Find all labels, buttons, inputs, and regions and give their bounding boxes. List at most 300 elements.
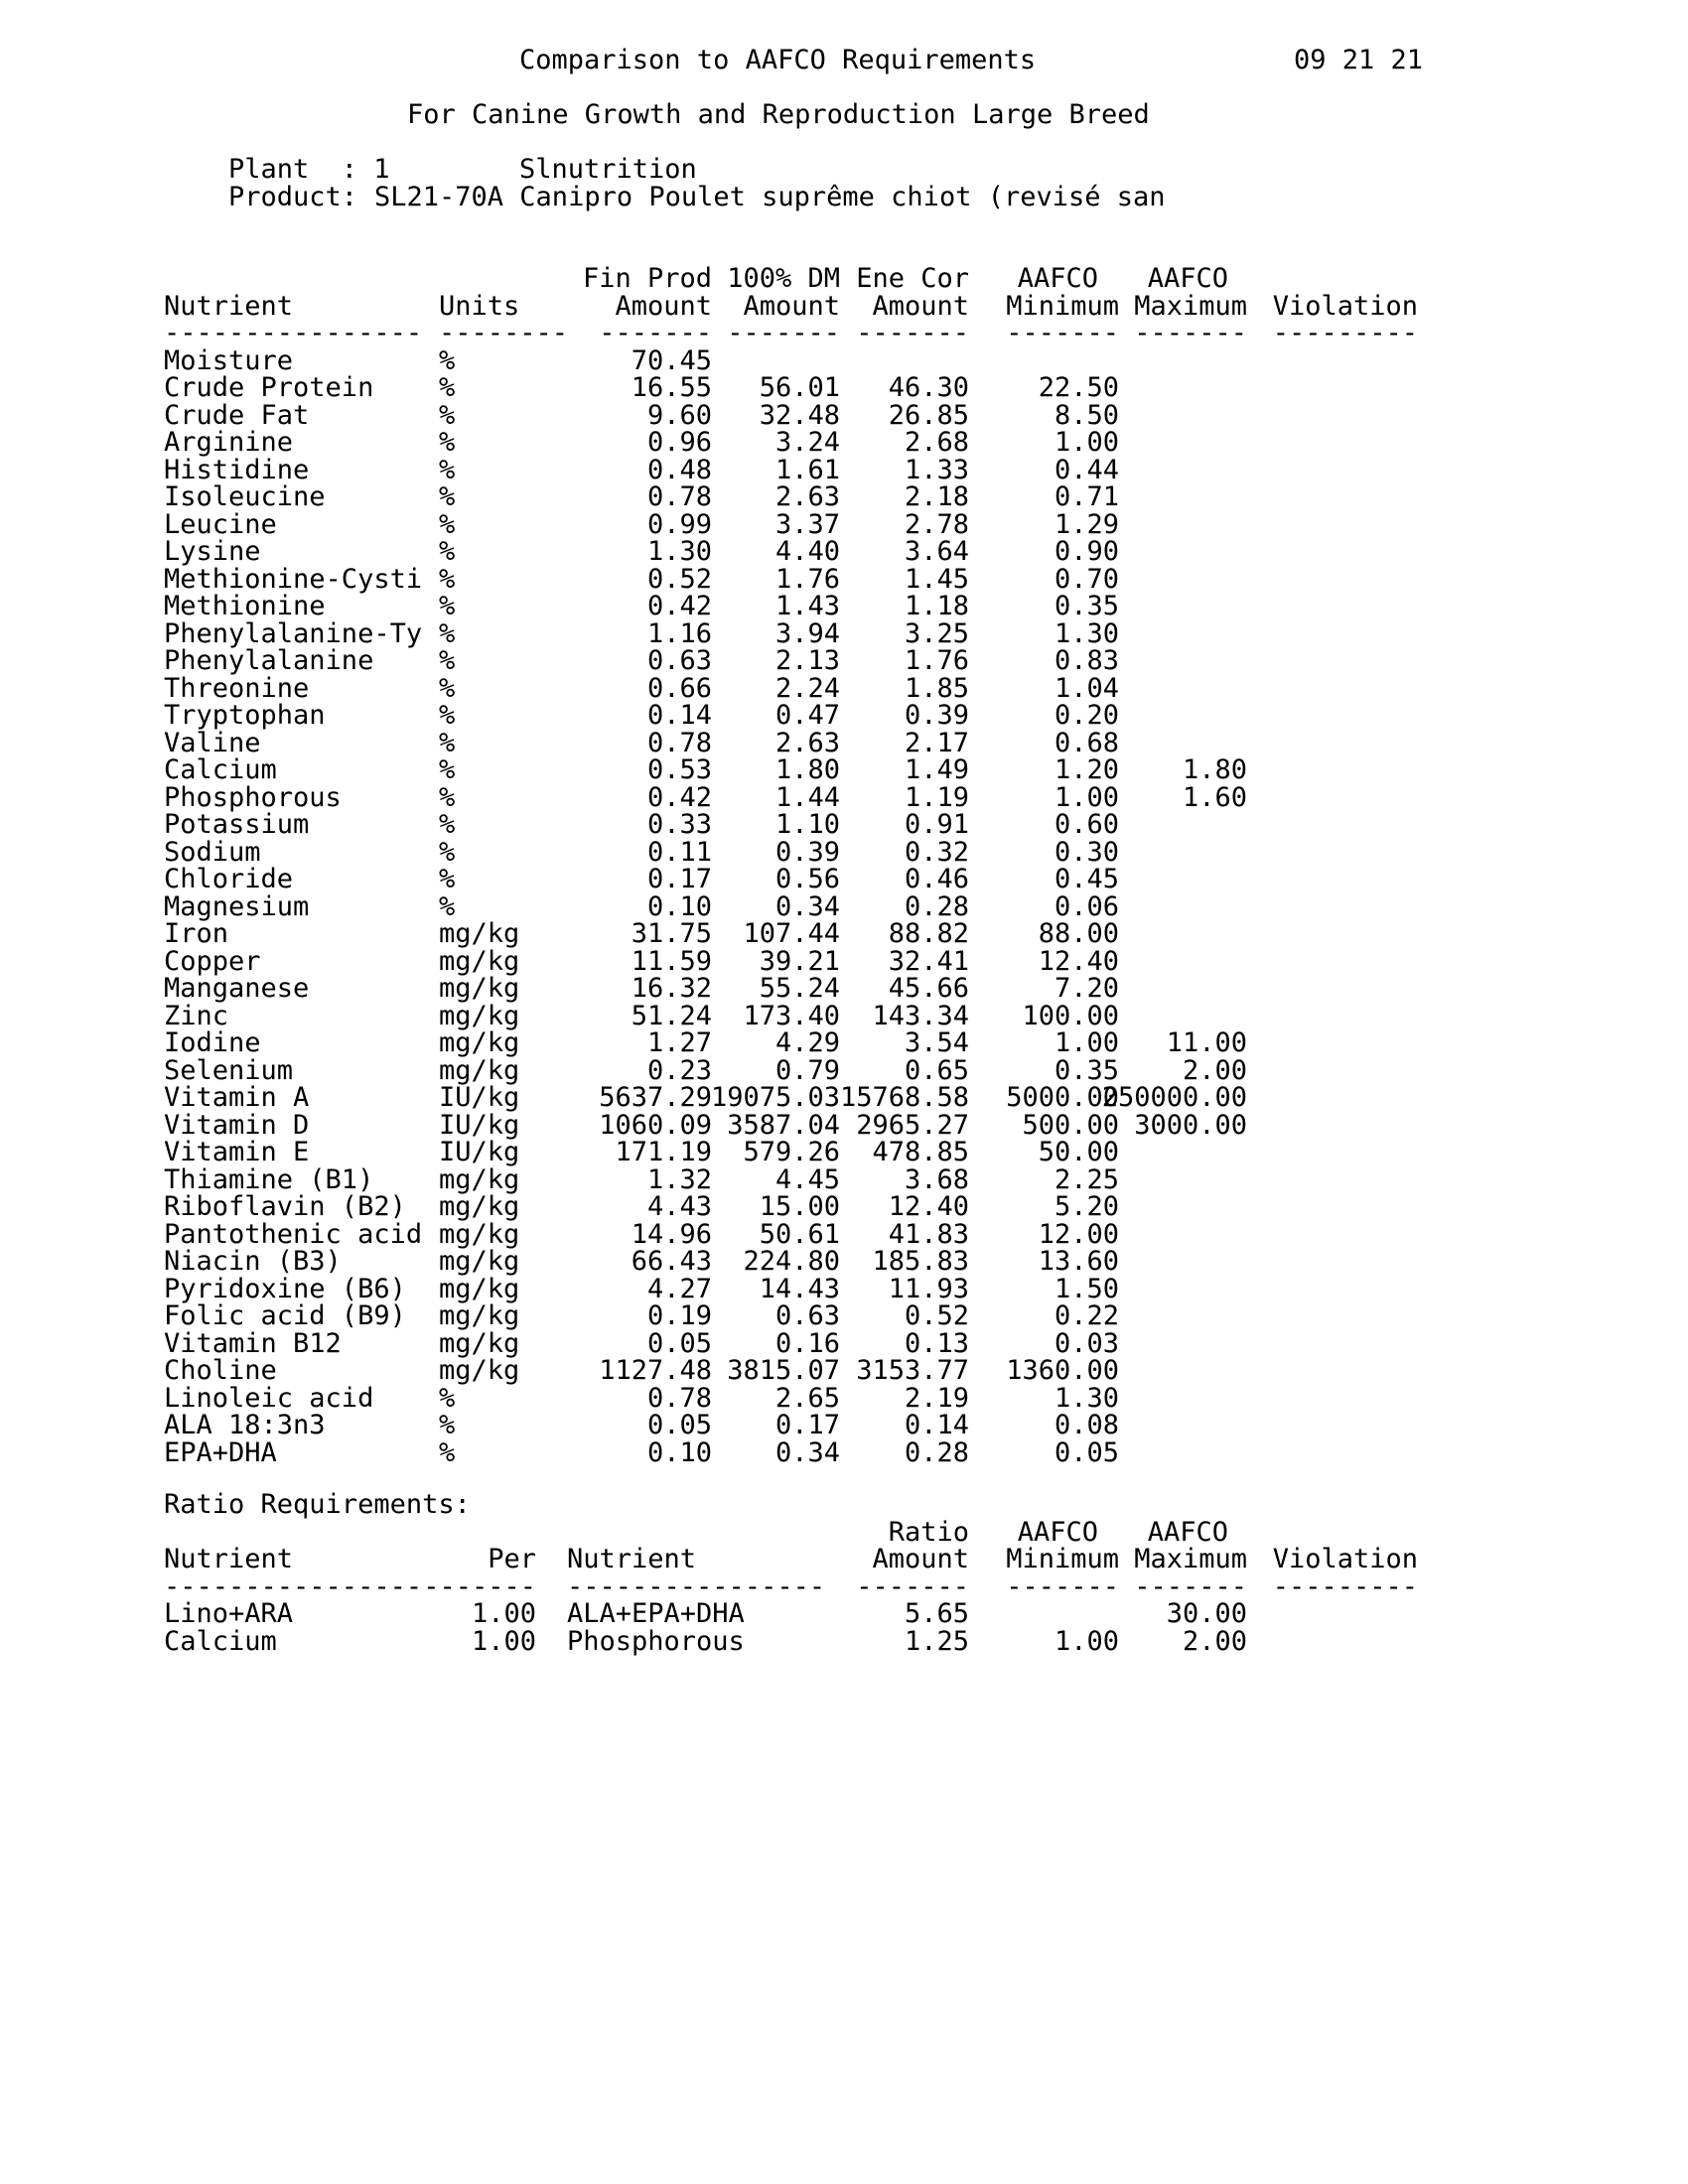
cell-dm: 0.34 [774,1436,840,1468]
cell-dm: 32.48 [759,399,840,431]
cell-dm: 3.24 [774,427,840,458]
cell-units: % [439,508,456,540]
table-row [0,429,1688,457]
cell-fin-prod: 0.11 [646,836,712,868]
cell-ene-cor: 2.18 [904,481,969,512]
ratio-dash-per: ------- [423,1570,536,1602]
cell-aafco-min: 13.60 [1038,1246,1119,1277]
cell-nutrient: Sodium [164,836,261,868]
table-row [0,672,1688,704]
cell-fin-prod: 1060.09 [599,1109,712,1141]
ratio-cell-per: 1.00 [471,1598,536,1629]
cell-units: mg/kg [439,1054,520,1086]
cell-ene-cor: 1.33 [904,454,969,485]
cell-units: % [439,1382,456,1414]
cell-nutrient: ALA 18:3n3 [164,1410,326,1440]
nutrient-table-dashes [0,320,1688,347]
cell-aafco-min: 88.00 [1038,918,1119,949]
cell-nutrient: Threonine [164,672,310,704]
table-row [0,1109,1688,1141]
ratio-col-violation-header: Violation [1272,1544,1418,1574]
report-subtitle-line [0,101,1688,129]
cell-fin-prod: 0.78 [646,1382,712,1414]
dash-dm: ------- [727,318,840,348]
cell-dm: 55.24 [759,973,840,1004]
cell-dm: 56.01 [759,372,840,403]
col-violation-header: Violation [1272,290,1418,322]
ratio-col-ratio-header: Ratio [888,1516,969,1548]
cell-aafco-min: 0.83 [1054,645,1119,676]
cell-ene-cor: 2965.27 [856,1109,969,1141]
table-row [0,454,1688,485]
cell-ene-cor: 1.45 [904,563,969,595]
cell-aafco-min: 5.20 [1054,1191,1119,1222]
cell-aafco-min: 0.03 [1054,1327,1119,1359]
cell-nutrient: Pantothenic acid [164,1218,423,1250]
cell-nutrient: Iron [164,918,229,949]
cell-aafco-min: 7.20 [1054,973,1119,1004]
ratio-col-nutrient2-header: Nutrient [567,1544,697,1574]
cell-ene-cor: 45.66 [888,973,969,1004]
cell-aafco-min: 0.90 [1054,536,1119,567]
cell-units: IU/kg [439,1137,520,1167]
cell-aafco-max: 250000.00 [1101,1082,1247,1113]
cell-ene-cor: 0.52 [904,1300,969,1331]
cell-aafco-min: 1360.00 [1006,1355,1119,1386]
cell-fin-prod: 31.75 [631,918,712,949]
cell-units: % [439,617,456,649]
plant-line [0,156,1688,184]
col-fin-prod-amount-header: Amount [615,290,712,322]
cell-ene-cor: 3.25 [904,617,969,649]
cell-aafco-min: 1.30 [1054,1382,1119,1414]
report-title: Comparison to AAFCO Requirements [519,45,1037,75]
cell-fin-prod: 5637.29 [599,1082,712,1113]
cell-ene-cor: 478.85 [872,1137,969,1167]
col-nutrient-header: Nutrient [164,290,294,322]
cell-units: mg/kg [439,1218,520,1250]
cell-dm: 15.00 [759,1191,840,1222]
cell-units: IU/kg [439,1082,520,1113]
cell-fin-prod: 0.66 [646,672,712,704]
cell-dm: 224.80 [743,1246,840,1277]
table-row [0,1248,1688,1276]
table-row [0,1382,1688,1414]
cell-nutrient: Methionine-Cysti [164,563,423,595]
cell-ene-cor: 2.78 [904,508,969,540]
table-row [0,593,1688,620]
cell-dm: 4.29 [774,1027,840,1058]
cell-fin-prod: 16.55 [631,372,712,403]
table-row [0,890,1688,922]
cell-aafco-min: 2.25 [1054,1163,1119,1195]
cell-units: % [439,836,456,868]
cell-units: % [439,372,456,403]
cell-ene-cor: 3.64 [904,536,969,567]
col-ene-cor-amount-header: Amount [872,290,969,322]
table-row [0,374,1688,402]
cell-units: % [439,754,456,785]
cell-aafco-min: 0.71 [1054,481,1119,512]
col-dm-header: 100% DM [727,263,840,294]
ratio-col-maximum-header: Maximum [1134,1544,1247,1574]
cell-ene-cor: 1.49 [904,754,969,785]
cell-fin-prod: 0.78 [646,481,712,512]
ratio-dash-nutrient: ---------------- [164,1570,423,1602]
cell-ene-cor: 3153.77 [856,1355,969,1386]
cell-aafco-min: 0.68 [1054,727,1119,758]
cell-units: % [439,727,456,758]
cell-fin-prod: 0.23 [646,1054,712,1086]
cell-units: % [439,1410,456,1440]
table-row [0,1218,1688,1250]
table-row [0,617,1688,649]
table-row [0,781,1688,813]
cell-aafco-min: 0.30 [1054,836,1119,868]
cell-dm: 14.43 [759,1273,840,1304]
col-dm-amount-header: Amount [743,290,840,322]
cell-fin-prod: 0.14 [646,700,712,731]
cell-dm: 2.63 [774,481,840,512]
table-row [0,538,1688,566]
cell-ene-cor: 2.17 [904,727,969,758]
cell-units: % [439,563,456,595]
table-row [0,1273,1688,1304]
cell-fin-prod: 0.05 [646,1410,712,1440]
product-value: SL21-70A Canipro Poulet suprême chiot (revisé san [374,181,1166,212]
cell-ene-cor: 0.14 [904,1410,969,1440]
cell-aafco-min: 1.20 [1054,754,1119,785]
table-row [0,727,1688,758]
ratio-dash-max: ------- [1134,1570,1247,1602]
cell-dm: 0.63 [774,1300,840,1331]
cell-ene-cor: 1.76 [904,645,969,676]
cell-nutrient: Valine [164,727,261,758]
cell-ene-cor: 0.28 [904,1436,969,1468]
cell-units: % [439,700,456,731]
ratio-title: Ratio Requirements: [164,1489,471,1520]
cell-dm: 0.56 [774,864,840,894]
cell-aafco-max: 1.80 [1182,754,1247,785]
col-units-header: Units [439,290,520,322]
ratio-dash-min: ------- [1006,1570,1119,1602]
cell-aafco-min: 0.08 [1054,1410,1119,1440]
cell-fin-prod: 0.96 [646,427,712,458]
col-minimum-header: Minimum [1006,290,1119,322]
cell-nutrient: Chloride [164,864,294,894]
cell-aafco-min: 50.00 [1038,1137,1119,1167]
cell-nutrient: Vitamin E [164,1137,310,1167]
ratio-col-nutrient-header: Nutrient [164,1544,294,1574]
table-row [0,836,1688,868]
cell-aafco-min: 1.50 [1054,1273,1119,1304]
cell-ene-cor: 0.91 [904,809,969,840]
cell-aafco-min: 500.00 [1022,1109,1119,1141]
ratio-cell-nutrient2: ALA+EPA+DHA [567,1598,745,1629]
cell-fin-prod: 4.27 [646,1273,712,1304]
cell-aafco-min: 0.35 [1054,591,1119,621]
cell-ene-cor: 3.54 [904,1027,969,1058]
cell-fin-prod: 1.27 [646,1027,712,1058]
ratio-cell-nutrient: Lino+ARA [164,1598,294,1629]
report-title-line [0,47,1688,74]
cell-units: mg/kg [439,1355,520,1386]
cell-nutrient: Pyridoxine (B6) [164,1273,406,1304]
cell-nutrient: Crude Protein [164,372,374,403]
cell-ene-cor: 88.82 [888,918,969,949]
cell-nutrient: Riboflavin (B2) [164,1191,406,1222]
cell-aafco-min: 5000.00 [1006,1082,1119,1113]
cell-ene-cor: 143.34 [872,1000,969,1031]
cell-ene-cor: 15768.58 [839,1082,969,1113]
ratio-cell-nutrient2: Phosphorous [567,1625,745,1657]
cell-nutrient: Phenylalanine [164,645,374,676]
cell-units: mg/kg [439,945,520,977]
cell-nutrient: Niacin (B3) [164,1246,342,1277]
cell-aafco-min: 12.40 [1038,945,1119,977]
col-aafco-min-header: AAFCO [1017,263,1098,294]
cell-aafco-max: 2.00 [1182,1054,1247,1086]
cell-dm: 3.94 [774,617,840,649]
cell-dm: 39.21 [759,945,840,977]
ratio-dash-nutrient2: ---------------- [567,1570,826,1602]
cell-units: mg/kg [439,1027,520,1058]
plant-name: Slnutrition [519,154,697,185]
dash-fin-prod: ------- [599,318,712,348]
cell-fin-prod: 0.05 [646,1327,712,1359]
cell-nutrient: EPA+DHA [164,1436,277,1468]
cell-units: % [439,781,456,813]
ratio-title-line [0,1491,1688,1519]
cell-ene-cor: 46.30 [888,372,969,403]
cell-aafco-min: 22.50 [1038,372,1119,403]
cell-units: % [439,809,456,840]
ratio-row [0,1625,1688,1657]
cell-nutrient: Lysine [164,536,261,567]
ratio-table-header-bottom [0,1546,1688,1573]
cell-aafco-min: 0.35 [1054,1054,1119,1086]
cell-aafco-min: 8.50 [1054,399,1119,431]
cell-units: % [439,427,456,458]
cell-nutrient: Potassium [164,809,310,840]
ratio-row [0,1600,1688,1628]
cell-fin-prod: 51.24 [631,1000,712,1031]
cell-ene-cor: 0.39 [904,700,969,731]
dash-ene-cor: ------- [856,318,969,348]
cell-fin-prod: 0.42 [646,591,712,621]
ratio-table-header-top [0,1516,1688,1548]
cell-fin-prod: 0.53 [646,754,712,785]
cell-dm: 173.40 [743,1000,840,1031]
cell-nutrient: Thiamine (B1) [164,1163,374,1195]
cell-dm: 1.61 [774,454,840,485]
cell-dm: 107.44 [743,918,840,949]
nutrient-table-header-top [0,265,1688,293]
cell-aafco-min: 0.70 [1054,563,1119,595]
cell-ene-cor: 0.28 [904,890,969,922]
ratio-cell-nutrient: Calcium [164,1625,277,1657]
table-row [0,508,1688,540]
cell-units: % [439,399,456,431]
ratio-dash-amount: ------- [856,1570,969,1602]
cell-fin-prod: 0.10 [646,1436,712,1468]
cell-fin-prod: 4.43 [646,1191,712,1222]
col-fin-prod-header: Fin Prod [582,263,712,294]
report-date: 09 21 21 [1294,45,1424,75]
cell-dm: 3.37 [774,508,840,540]
table-row [0,399,1688,431]
cell-dm: 19075.03 [710,1082,840,1113]
plant-label: Plant : 1 [228,154,390,185]
cell-nutrient: Choline [164,1355,277,1386]
table-row [0,1163,1688,1195]
cell-nutrient: Methionine [164,591,326,621]
cell-ene-cor: 1.18 [904,591,969,621]
cell-units: mg/kg [439,1246,520,1277]
cell-ene-cor: 26.85 [888,399,969,431]
cell-dm: 3587.04 [727,1109,840,1141]
table-row [0,1084,1688,1112]
cell-fin-prod: 0.42 [646,781,712,813]
table-row [0,866,1688,893]
ratio-table-dashes [0,1570,1688,1602]
cell-fin-prod: 9.60 [646,399,712,431]
cell-aafco-min: 100.00 [1022,1000,1119,1031]
cell-units: mg/kg [439,918,520,949]
cell-fin-prod: 70.45 [631,344,712,376]
cell-aafco-min: 1.29 [1054,508,1119,540]
table-row [0,563,1688,595]
dash-aafco-max: ------- [1134,318,1247,348]
cell-dm: 2.63 [774,727,840,758]
cell-units: % [439,864,456,894]
cell-units: % [439,645,456,676]
cell-nutrient: Leucine [164,508,277,540]
cell-units: mg/kg [439,1191,520,1222]
cell-nutrient: Phenylalanine-Ty [164,617,423,649]
col-maximum-header: Maximum [1134,290,1247,322]
cell-ene-cor: 2.19 [904,1382,969,1414]
cell-nutrient: Arginine [164,427,294,458]
cell-aafco-min: 12.00 [1038,1218,1119,1250]
cell-ene-cor: 41.83 [888,1218,969,1250]
table-row [0,1054,1688,1086]
cell-aafco-max: 1.60 [1182,781,1247,813]
cell-aafco-min: 1.30 [1054,617,1119,649]
cell-aafco-min: 0.05 [1054,1436,1119,1468]
cell-ene-cor: 1.85 [904,672,969,704]
ratio-cell-amount: 1.25 [904,1625,969,1657]
cell-aafco-min: 0.06 [1054,890,1119,922]
cell-units: % [439,481,456,512]
ratio-col-aafco-max-header: AAFCO [1147,1516,1228,1548]
cell-aafco-min: 0.22 [1054,1300,1119,1331]
cell-fin-prod: 0.19 [646,1300,712,1331]
cell-ene-cor: 3.68 [904,1163,969,1195]
cell-fin-prod: 1127.48 [599,1355,712,1386]
table-row [0,1139,1688,1166]
cell-dm: 1.43 [774,591,840,621]
cell-dm: 50.61 [759,1218,840,1250]
cell-aafco-min: 1.04 [1054,672,1119,704]
cell-fin-prod: 66.43 [631,1246,712,1277]
cell-aafco-min: 1.00 [1054,781,1119,813]
cell-nutrient: Moisture [164,344,294,376]
cell-aafco-min: 0.20 [1054,700,1119,731]
cell-dm: 2.24 [774,672,840,704]
dash-aafco-min: ------- [1006,318,1119,348]
cell-fin-prod: 0.33 [646,809,712,840]
cell-fin-prod: 1.30 [646,536,712,567]
cell-dm: 1.44 [774,781,840,813]
cell-fin-prod: 14.96 [631,1218,712,1250]
cell-nutrient: Vitamin A [164,1082,310,1113]
cell-fin-prod: 0.17 [646,864,712,894]
cell-fin-prod: 1.16 [646,617,712,649]
cell-dm: 4.40 [774,536,840,567]
cell-units: mg/kg [439,1300,520,1331]
cell-ene-cor: 11.93 [888,1273,969,1304]
cell-aafco-min: 0.44 [1054,454,1119,485]
col-ene-cor-header: Ene Cor [856,263,969,294]
cell-units: mg/kg [439,1000,520,1031]
ratio-col-minimum-header: Minimum [1006,1544,1119,1574]
cell-fin-prod: 0.48 [646,454,712,485]
cell-fin-prod: 0.78 [646,727,712,758]
cell-aafco-max: 11.00 [1166,1027,1247,1058]
table-row [0,1412,1688,1439]
cell-dm: 2.65 [774,1382,840,1414]
product-label: Product: [228,181,358,212]
ratio-cell-aafco-min: 1.00 [1054,1625,1119,1657]
cell-units: % [439,672,456,704]
ratio-cell-aafco-max: 30.00 [1166,1598,1247,1629]
ratio-cell-per: 1.00 [471,1625,536,1657]
cell-dm: 0.47 [774,700,840,731]
dash-units: -------- [439,318,569,348]
cell-aafco-max: 3000.00 [1134,1109,1247,1141]
cell-dm: 3815.07 [727,1355,840,1386]
cell-dm: 2.13 [774,645,840,676]
cell-units: % [439,536,456,567]
cell-units: mg/kg [439,1273,520,1304]
cell-units: % [439,1436,456,1468]
table-row [0,920,1688,948]
cell-fin-prod: 0.10 [646,890,712,922]
cell-aafco-min: 1.00 [1054,1027,1119,1058]
cell-dm: 1.10 [774,809,840,840]
table-row [0,344,1688,376]
cell-nutrient: Selenium [164,1054,294,1086]
cell-ene-cor: 1.19 [904,781,969,813]
cell-fin-prod: 0.99 [646,508,712,540]
cell-dm: 0.79 [774,1054,840,1086]
table-row [0,1357,1688,1385]
cell-nutrient: Manganese [164,973,310,1004]
cell-fin-prod: 0.52 [646,563,712,595]
cell-units: IU/kg [439,1109,520,1141]
table-row [0,483,1688,511]
cell-nutrient: Tryptophan [164,700,326,731]
dash-violation: --------- [1272,318,1418,348]
table-row [0,1436,1688,1468]
cell-nutrient: Crude Fat [164,399,310,431]
cell-nutrient: Folic acid (B9) [164,1300,406,1331]
cell-nutrient: Isoleucine [164,481,326,512]
cell-fin-prod: 1.32 [646,1163,712,1195]
cell-fin-prod: 11.59 [631,945,712,977]
cell-fin-prod: 0.63 [646,645,712,676]
